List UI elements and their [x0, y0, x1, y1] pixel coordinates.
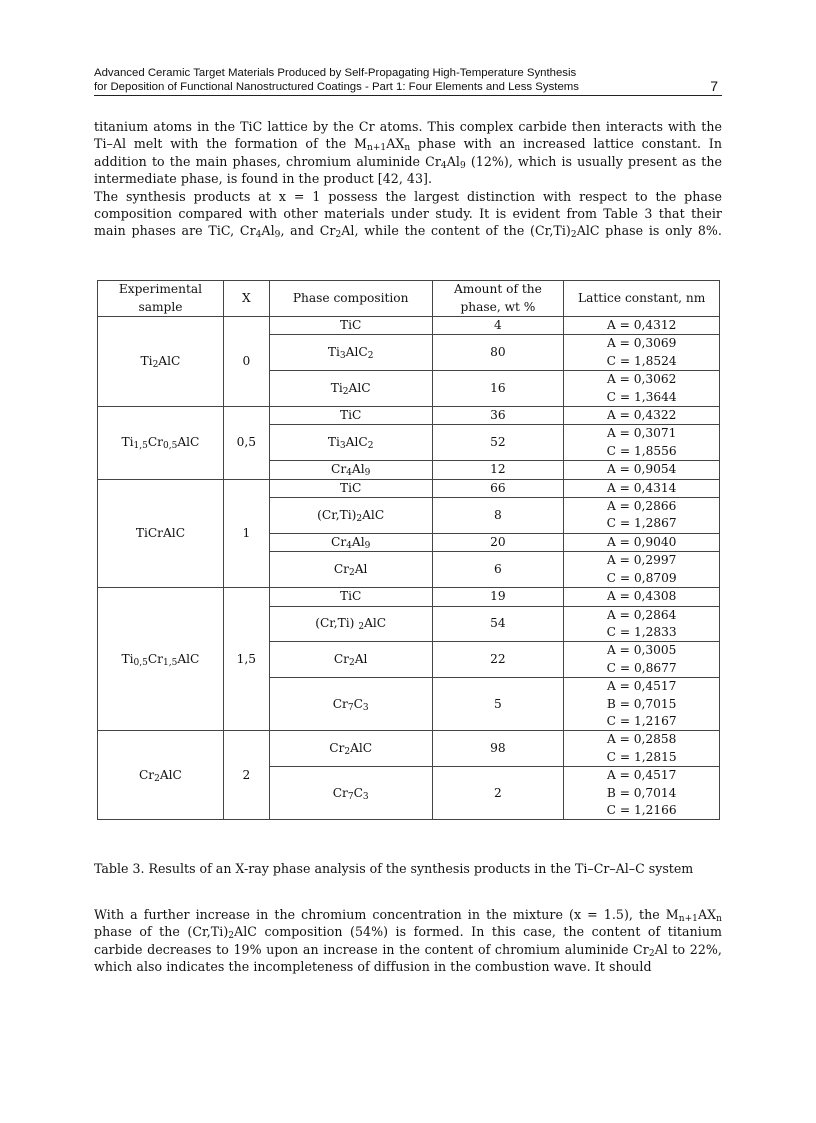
cell-x: 1 [223, 479, 269, 587]
header-sample: Experimental sample [98, 281, 224, 317]
cell-sample: $Cr_2AlC$ [98, 731, 224, 820]
page-number: 7 [710, 78, 718, 94]
cell-x: 1,5 [223, 588, 269, 731]
cell-amount: 22 [432, 642, 564, 678]
cell-amount: 20 [432, 533, 564, 551]
cell-lattice: A = 0,4517 B = 0,7015 C = 1,2167 [564, 678, 720, 731]
header-x: X [223, 281, 269, 317]
header-line-2: for Deposition of Functional Nanostructured Coatings - Part 1: Four Elements and Less Systems [94, 81, 579, 93]
cell-amount: 2 [432, 767, 564, 820]
cell-sample: $Ti_{0,5}Cr_{1,5}AlC$ [98, 588, 224, 731]
header-lattice: Lattice constant, nm [564, 281, 720, 317]
cell-phase: $Cr_4Al_9$ [269, 533, 432, 551]
cell-lattice: A = 0,2997 C = 0,8709 [564, 552, 720, 588]
cell-x: 0 [223, 317, 269, 407]
cell-lattice: A = 0,4517 B = 0,7014 C = 1,2166 [564, 767, 720, 820]
cell-sample: TiCrAlC [98, 479, 224, 587]
table-row [98, 588, 720, 606]
table-body [98, 317, 720, 820]
running-header [94, 66, 722, 96]
cell-amount: 66 [432, 479, 564, 497]
cell-amount: 54 [432, 606, 564, 642]
table-row [98, 479, 720, 497]
cell-phase: $Cr_4Al_9$ [269, 461, 432, 479]
cell-lattice: A = 0,3071 C = 1,8556 [564, 425, 720, 461]
cell-lattice: A = 0,9054 [564, 461, 720, 479]
header-amount: Amount of the phase, wt % [432, 281, 564, 317]
cell-phase: $Ti_3AlC_2$ [269, 335, 432, 371]
table-header-row [98, 281, 720, 317]
cell-phase: $Cr_7C_3$ [269, 767, 432, 820]
cell-x: 2 [223, 731, 269, 820]
cell-phase: TiC [269, 407, 432, 425]
table-row [98, 731, 720, 767]
cell-sample: $Ti_{1,5}Cr_{0,5}AlC$ [98, 407, 224, 480]
table-row [98, 317, 720, 335]
cell-phase: $Ti_3AlC_2$ [269, 425, 432, 461]
body-text-top [94, 118, 722, 240]
cell-lattice: A = 0,2864 C = 1,2833 [564, 606, 720, 642]
cell-phase: $Cr_2AlC$ [269, 731, 432, 767]
paragraph-3: With a further increase in the chromium concentration in the mixture (x = 1.5), the $M_{n+1}AX_n$ phase of the $(Cr,Ti)_2AlC$ composition (54%) is formed. In this case, the content of titanium carbide decreases to 19% upon an increase in the content of chromium aluminide $Cr_2Al$ to 22%, which also indicates the incompleteness of diffusion in the combustion wave. It should [94, 907, 722, 975]
cell-phase: $Cr_7C_3$ [269, 678, 432, 731]
cell-amount: 8 [432, 498, 564, 534]
cell-lattice: A = 0,3069 C = 1,8524 [564, 335, 720, 371]
cell-lattice: A = 0,4312 [564, 317, 720, 335]
body-text-bottom [94, 906, 722, 976]
cell-amount: 6 [432, 552, 564, 588]
cell-amount: 4 [432, 317, 564, 335]
cell-amount: 5 [432, 678, 564, 731]
cell-amount: 19 [432, 588, 564, 606]
paragraph-2: The synthesis products at x = 1 possess the largest distinction with respect to the phase composition compared with other materials under study. It is evident from Table 3 that their main phases are TiC, $Cr_4Al_9$, and $Cr_2Al$, while the content of the $(Cr,Ti)_2AlC$ phase is only 8%. [94, 188, 722, 241]
cell-lattice: A = 0,4314 [564, 479, 720, 497]
cell-phase: TiC [269, 479, 432, 497]
table-caption: Table 3. Results of an X-ray phase analysis of the synthesis products in the Ti–Cr–Al–C system [94, 861, 694, 876]
cell-sample: $Ti_2AlC$ [98, 317, 224, 407]
phase-analysis-table [97, 280, 720, 820]
header-phase: Phase composition [269, 281, 432, 317]
cell-amount: 80 [432, 335, 564, 371]
cell-lattice: A = 0,2858 C = 1,2815 [564, 731, 720, 767]
cell-phase: TiC [269, 588, 432, 606]
cell-amount: 36 [432, 407, 564, 425]
cell-lattice: A = 0,4322 [564, 407, 720, 425]
cell-amount: 52 [432, 425, 564, 461]
cell-phase: $Ti_2AlC$ [269, 371, 432, 407]
cell-lattice: A = 0,3005 C = 0,8677 [564, 642, 720, 678]
cell-lattice: A = 0,9040 [564, 533, 720, 551]
cell-phase: (Cr,Ti) $_2$AlC [269, 606, 432, 642]
cell-lattice: A = 0,2866 C = 1,2867 [564, 498, 720, 534]
cell-amount: 16 [432, 371, 564, 407]
cell-phase: $(Cr,Ti)_2AlC$ [269, 498, 432, 534]
header-line-1: Advanced Ceramic Target Materials Produced by Self-Propagating High-Temperature Synthesis [94, 67, 577, 79]
cell-phase: $Cr_2Al$ [269, 642, 432, 678]
cell-phase: $Cr_2Al$ [269, 552, 432, 588]
table-row [98, 407, 720, 425]
cell-lattice: A = 0,4308 [564, 588, 720, 606]
cell-phase: TiC [269, 317, 432, 335]
cell-amount: 12 [432, 461, 564, 479]
cell-x: 0,5 [223, 407, 269, 480]
cell-amount: 98 [432, 731, 564, 767]
cell-lattice: A = 0,3062 C = 1,3644 [564, 371, 720, 407]
paragraph-1: titanium atoms in the TiC lattice by the Cr atoms. This complex carbide then interacts with the Ti–Al melt with the formation of the $M_{n+1}AX_n$ phase with an increased lattice constant. In addition to the main phases, chromium aluminide $Cr_4Al_9$ (12%), which is usually present as the intermediate phase, is found in the product [42, 43]. [94, 119, 722, 187]
